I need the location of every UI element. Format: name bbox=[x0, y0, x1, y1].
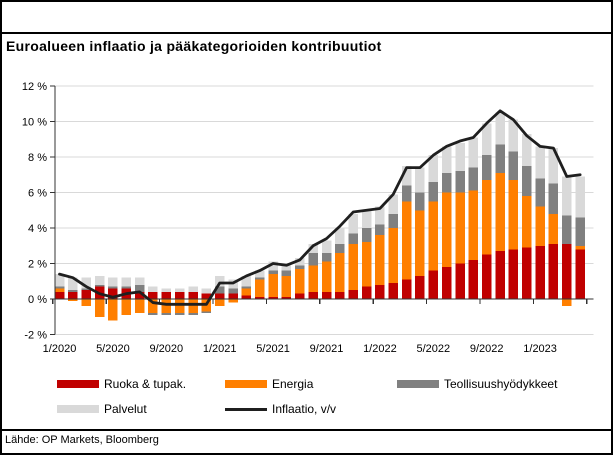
bar-segment bbox=[81, 299, 91, 306]
bar-segment bbox=[335, 244, 345, 253]
y-axis-label: 10 % bbox=[21, 116, 47, 129]
bar-segment bbox=[549, 184, 559, 214]
bar-segment bbox=[242, 287, 252, 289]
bar-segment bbox=[562, 216, 572, 244]
bar-segment bbox=[295, 294, 305, 299]
x-axis-label: 1/2022 bbox=[363, 343, 397, 355]
bar-segment bbox=[509, 249, 519, 299]
bar-segment bbox=[415, 193, 425, 211]
inflation-line-swatch-icon bbox=[225, 408, 267, 411]
bar-segment bbox=[375, 224, 385, 235]
bar-segment bbox=[455, 193, 465, 264]
bar-segment bbox=[469, 168, 479, 191]
bar-segment bbox=[108, 287, 118, 289]
bar-segment bbox=[429, 182, 439, 202]
bar-segment bbox=[55, 288, 65, 292]
bar-segment bbox=[562, 299, 572, 306]
bar-segment bbox=[442, 146, 452, 173]
legend-item-food bbox=[57, 377, 186, 391]
bar-segment bbox=[148, 287, 158, 292]
bar-segment bbox=[389, 228, 399, 283]
legend-label-food: Ruoka & tupak. bbox=[104, 377, 187, 391]
bar-segment bbox=[509, 152, 519, 180]
bar-segment bbox=[535, 246, 545, 299]
legend-label-services: Palvelut bbox=[104, 402, 147, 416]
bar-segment bbox=[549, 244, 559, 299]
bar-segment bbox=[122, 287, 132, 289]
bar-segment bbox=[415, 210, 425, 276]
bar-segment bbox=[348, 244, 358, 290]
services-swatch-icon bbox=[57, 405, 99, 413]
bar-segment bbox=[122, 278, 132, 287]
bar-segment bbox=[95, 299, 105, 317]
bar-segment bbox=[148, 313, 158, 315]
bar-segment bbox=[175, 299, 185, 313]
bar-segment bbox=[455, 143, 465, 171]
bar-segment bbox=[389, 214, 399, 228]
bar-segment bbox=[522, 166, 532, 196]
legend-label-energy: Energia bbox=[272, 377, 314, 391]
legend-item-services bbox=[57, 402, 147, 416]
bar-segment bbox=[535, 207, 545, 246]
bar-segment bbox=[469, 260, 479, 299]
bar-segment bbox=[402, 201, 412, 279]
bar-segment bbox=[482, 155, 492, 180]
bar-segment bbox=[188, 299, 198, 313]
bar-segment bbox=[268, 271, 278, 275]
bar-segment bbox=[308, 292, 318, 299]
bar-segment bbox=[335, 292, 345, 299]
bar-segment bbox=[522, 196, 532, 247]
bar-segment bbox=[348, 233, 358, 244]
bar-segment bbox=[549, 214, 559, 244]
bar-segment bbox=[562, 244, 572, 299]
y-axis-label: 12 % bbox=[21, 81, 47, 93]
bar-segment bbox=[348, 290, 358, 299]
bar-segment bbox=[215, 299, 225, 306]
bar-segment bbox=[282, 276, 292, 297]
bar-segment bbox=[108, 299, 118, 320]
bar-segment bbox=[135, 278, 145, 285]
bar-segment bbox=[389, 283, 399, 299]
bar-segment bbox=[482, 180, 492, 255]
bar-segment bbox=[295, 265, 305, 269]
bar-segment bbox=[68, 292, 78, 299]
bar-segment bbox=[495, 173, 505, 251]
legend-item-energy bbox=[225, 377, 313, 391]
bar-segment bbox=[509, 180, 519, 249]
bar-segment bbox=[188, 313, 198, 315]
industrial-goods-swatch-icon bbox=[397, 380, 439, 388]
bar-segment bbox=[322, 240, 332, 252]
y-axis-label: 6 % bbox=[28, 187, 47, 200]
bar-segment bbox=[162, 288, 172, 292]
bar-segment bbox=[442, 193, 452, 268]
bar-segment bbox=[322, 292, 332, 299]
bar-segment bbox=[122, 299, 132, 315]
bar-segment bbox=[308, 265, 318, 292]
bar-segment bbox=[175, 292, 185, 299]
page-title: Euroalueen inflaatio ja pääkategorioiden kontribuutiot bbox=[6, 38, 382, 54]
source-strip bbox=[2, 429, 611, 453]
bar-segment bbox=[308, 253, 318, 265]
bar-segment bbox=[375, 285, 385, 299]
bar-segment bbox=[535, 178, 545, 206]
bar-segment bbox=[362, 228, 372, 242]
x-axis-label: 5/2022 bbox=[416, 343, 451, 355]
bar-segment bbox=[442, 173, 452, 193]
bar-segment bbox=[575, 177, 585, 218]
x-axis-label: 1/2020 bbox=[42, 343, 77, 355]
source-note: Lähde: OP Markets, Bloomberg bbox=[5, 434, 159, 446]
bar-segment bbox=[482, 255, 492, 299]
bar-segment bbox=[55, 287, 65, 289]
y-axis-label: 0 % bbox=[28, 294, 47, 306]
bar-segment bbox=[255, 279, 265, 297]
y-axis-label: 4 % bbox=[28, 223, 47, 235]
bar-segment bbox=[55, 292, 65, 299]
bar-segment bbox=[455, 264, 465, 300]
bar-segment bbox=[162, 313, 172, 315]
legend-label-industrial-goods: Teollisuushyödykkeet bbox=[444, 377, 558, 391]
bar-segment bbox=[575, 249, 585, 299]
bar-segment bbox=[162, 299, 172, 313]
bar-segment bbox=[95, 285, 105, 287]
x-axis-label: 1/2021 bbox=[202, 343, 237, 355]
x-axis-label: 9/2022 bbox=[469, 343, 504, 355]
bar-segment bbox=[469, 137, 479, 167]
bar-segment bbox=[295, 269, 305, 294]
bar-segment bbox=[282, 271, 292, 276]
bar-segment bbox=[495, 113, 505, 145]
bar-segment bbox=[175, 288, 185, 292]
bar-segment bbox=[335, 253, 345, 292]
y-axis-label: 2 % bbox=[28, 258, 47, 271]
bar-segment bbox=[442, 267, 452, 299]
food-swatch-icon bbox=[57, 380, 99, 388]
bar-segment bbox=[188, 292, 198, 299]
bar-segment bbox=[402, 279, 412, 299]
bar-segment bbox=[429, 271, 439, 299]
bar-segment bbox=[108, 278, 118, 287]
bar-segment bbox=[415, 276, 425, 299]
bar-segment bbox=[255, 278, 265, 280]
bar-segment bbox=[202, 311, 212, 313]
y-axis-label: -2 % bbox=[24, 329, 47, 342]
bar-segment bbox=[228, 294, 238, 299]
bar-segment bbox=[495, 251, 505, 299]
bar-segment bbox=[228, 288, 238, 293]
bar-segment bbox=[188, 287, 198, 292]
bar-segment bbox=[68, 290, 78, 292]
bar-segment bbox=[495, 145, 505, 173]
bar-segment bbox=[575, 217, 585, 245]
bar-segment bbox=[95, 276, 105, 285]
x-axis-label: 5/2020 bbox=[96, 343, 130, 355]
energy-swatch-icon bbox=[225, 380, 267, 388]
bar-segment bbox=[175, 313, 185, 315]
x-axis-label: 9/2021 bbox=[309, 343, 344, 355]
bar-segment bbox=[522, 248, 532, 299]
bar-segment bbox=[242, 288, 252, 295]
bar-segment bbox=[322, 253, 332, 262]
legend-item-industrial-goods bbox=[397, 377, 557, 391]
bar-segment bbox=[575, 246, 585, 250]
bar-segment bbox=[202, 288, 212, 293]
bar-segment bbox=[535, 146, 545, 178]
bar-segment bbox=[375, 235, 385, 285]
bar-segment bbox=[429, 201, 439, 270]
bar-segment bbox=[362, 287, 372, 299]
bar-segment bbox=[215, 294, 225, 299]
bar-segment bbox=[268, 274, 278, 297]
bar-segment bbox=[402, 185, 412, 201]
legend-item-inflation-line bbox=[225, 402, 336, 416]
bar-segment bbox=[362, 210, 372, 228]
bar-segment bbox=[362, 242, 372, 286]
y-axis-label: 8 % bbox=[28, 152, 47, 164]
x-axis-label: 5/2021 bbox=[256, 343, 290, 355]
bar-segment bbox=[322, 262, 332, 292]
x-axis-label: 1/2023 bbox=[523, 343, 557, 355]
legend-label-inflation: Inflaatio, v/v bbox=[272, 402, 337, 416]
x-axis-label: 9/2020 bbox=[149, 343, 184, 355]
bar-segment bbox=[148, 292, 158, 299]
bar-segment bbox=[455, 171, 465, 192]
bar-segment bbox=[81, 290, 91, 299]
bar-segment bbox=[415, 168, 425, 193]
bar-segment bbox=[162, 292, 172, 299]
bar-segment bbox=[562, 177, 572, 216]
bar-segment bbox=[135, 299, 145, 313]
bar-segment bbox=[469, 191, 479, 260]
